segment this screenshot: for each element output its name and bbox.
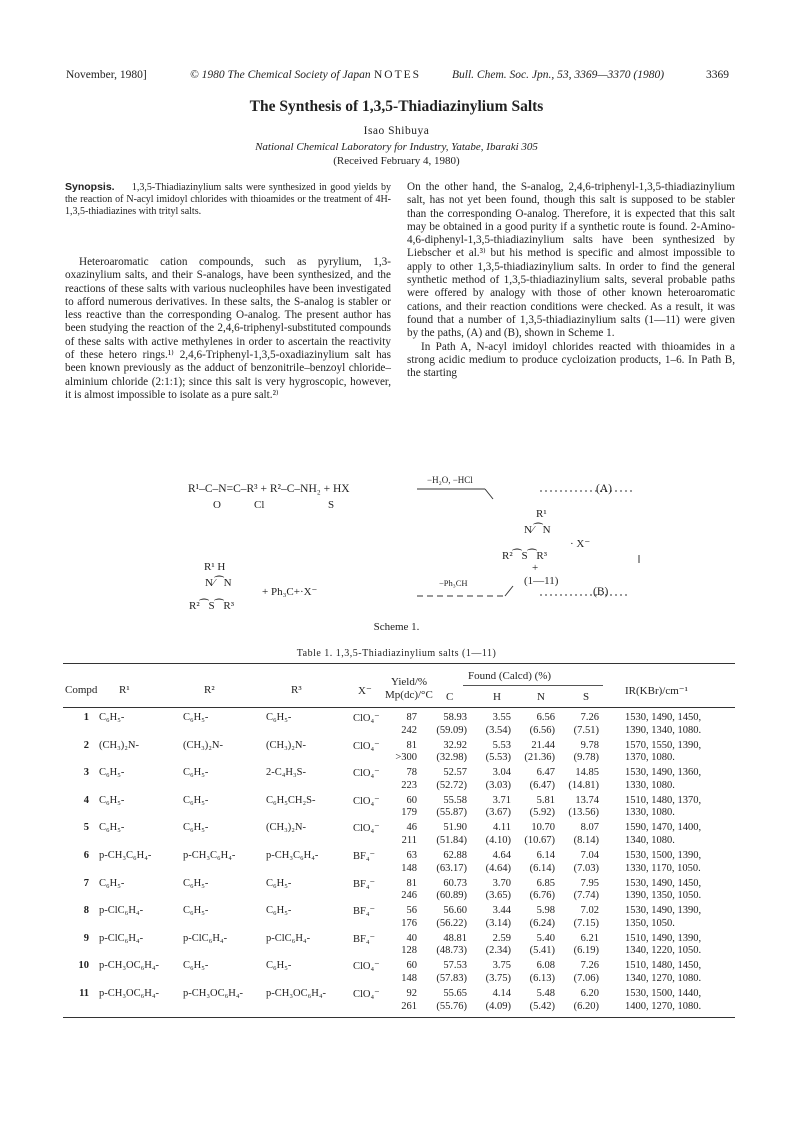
synopsis-text: 1,3,5-Thiadiazinylium salts were synthesized in good yields by the reaction of N-acyl imidoyl chlorides with thioamides or the treatment of 4H-1,3,5-thiadiazines with trityl salts. [65, 182, 391, 218]
scheme-label-b: (B) [593, 586, 609, 598]
cell-c2: (51.84) [436, 834, 467, 846]
cell-x: BF₄⁻ [353, 851, 376, 862]
table-row [63, 740, 735, 768]
product-anion: · X⁻ [570, 538, 591, 550]
cell-r3: (CH₃)₂N- [266, 822, 306, 834]
cell-n2: (21.36) [524, 752, 555, 764]
cell-s1: 6.21 [580, 932, 599, 944]
cell-id: 4 [83, 794, 89, 806]
header-r1: R¹ [119, 684, 130, 696]
cell-s2: (7.06) [573, 972, 599, 984]
cell-c1: 48.81 [443, 932, 467, 944]
table-row [63, 767, 735, 795]
path-b-ring-bottom: R²⁀S⁀R³ [189, 600, 235, 612]
cell-c2: (32.98) [436, 752, 467, 764]
cell-c2: (56.22) [436, 917, 467, 929]
cell-c2: (60.89) [436, 890, 467, 902]
cell-h1: 2.59 [492, 932, 511, 944]
cell-h2: (2.34) [485, 945, 511, 957]
header-mp: Mp(dc)/°C [385, 689, 433, 701]
product-compound-range: (1—11) [524, 575, 559, 587]
cell-r1: p-CH₃C₆H₄- [99, 850, 152, 861]
table-row [63, 960, 735, 988]
cell-r1: p-CH₃OC₆H₄- [99, 960, 159, 972]
header-date: November, 1980] [66, 69, 147, 81]
cell-yield: 63 [406, 850, 417, 861]
cell-n2: (10.67) [524, 834, 555, 846]
scheme-caption: Scheme 1. [373, 621, 420, 633]
header-c: C [446, 691, 454, 703]
cell-mp: 242 [401, 724, 417, 736]
cell-r3: C₆H₅CH₂S- [266, 794, 316, 806]
cell-s2: (13.56) [568, 807, 599, 819]
cell-r1: p-CH₃OC₆H₄- [99, 988, 159, 999]
cell-ir1: 1510, 1480, 1370, [625, 794, 702, 806]
cell-c1: 52.57 [443, 767, 467, 779]
cell-r2: C₆H₅- [183, 905, 209, 917]
table-header [63, 664, 735, 708]
cell-x: BF₄⁻ [353, 933, 376, 945]
cell-s2: (9.78) [573, 752, 599, 764]
cell-n2: (6.56) [529, 724, 555, 736]
cell-ir1: 1570, 1550, 1390, [625, 739, 702, 751]
cell-r2: C₆H₅- [183, 794, 209, 806]
cell-ir2: 1340, 1270, 1080. [625, 972, 702, 984]
table-row [63, 905, 735, 933]
cell-s2: (6.19) [573, 945, 599, 957]
header-copyright: © 1980 The Chemical Society of Japan [190, 69, 371, 81]
product-ring-bottom: R²⁀S⁀R³ [502, 550, 548, 562]
cell-n1: 5.48 [536, 988, 555, 999]
cell-c2: (55.76) [436, 1000, 467, 1012]
product-plus: + [532, 562, 539, 574]
cell-c1: 51.90 [443, 822, 467, 834]
table-caption: Table 1. 1,3,5-Thiadiazinylium salts (1—11) [296, 648, 497, 659]
cell-h2: (3.14) [485, 917, 511, 929]
cell-mp: >300 [395, 752, 417, 764]
cell-s2: (14.81) [568, 779, 599, 791]
path-a-arrow-head [485, 489, 493, 499]
cell-id: 7 [83, 877, 89, 889]
cell-n2: (6.47) [529, 779, 555, 791]
cell-n2: (5.41) [529, 945, 555, 957]
cell-x: ClO₄⁻ [353, 740, 380, 752]
cell-id: 2 [83, 739, 89, 751]
cell-ir1: 1530, 1490, 1390, [625, 905, 702, 917]
cell-x: ClO₄⁻ [353, 795, 380, 807]
cell-r2: p-CH₃OC₆H₄- [183, 988, 243, 999]
header-r3: R³ [291, 684, 302, 696]
cell-ir1: 1530, 1490, 1450, [625, 877, 702, 889]
cell-c2: (48.73) [436, 945, 467, 957]
cell-id: 9 [83, 932, 89, 944]
cell-n1: 5.98 [536, 905, 555, 917]
cell-r3: p-ClC₆H₄- [266, 932, 311, 944]
cell-r1: C₆H₅- [99, 712, 125, 723]
scheme-thioamide-s: S [328, 499, 335, 511]
cell-yield: 60 [406, 960, 417, 972]
cell-r2: C₆H₅- [183, 767, 209, 779]
cell-r3: p-CH₃C₆H₄- [266, 850, 319, 861]
cell-yield: 81 [406, 739, 417, 751]
body-right-paragraph-2: In Path A, N-acyl imidoyl chlorides reacted with thioamides in a strong acidic medium to produce cycloization products, 1–6. In Path B, the starting [407, 340, 735, 380]
cell-r2: C₆H₅- [183, 960, 209, 972]
cell-n1: 6.14 [536, 850, 555, 861]
cell-s1: 9.78 [580, 739, 599, 751]
reaction-scheme [150, 475, 670, 625]
cell-s2: (7.03) [573, 862, 599, 874]
cell-r1: C₆H₅- [99, 877, 125, 889]
cell-ir2: 1390, 1350, 1050. [625, 890, 702, 902]
cell-s2: (7.51) [573, 724, 599, 736]
cell-r3: C₆H₅- [266, 712, 292, 723]
header-journal: Bull. Chem. Soc. Jpn., 53, 3369—3370 (1980) [452, 69, 665, 81]
cell-r2: p-CH₃C₆H₄- [183, 850, 236, 861]
cell-h2: (3.67) [485, 807, 511, 819]
cell-id: 6 [83, 850, 89, 861]
table-row [63, 878, 735, 906]
cell-s2: (6.20) [573, 1000, 599, 1012]
header-ir: IR(KBr)/cm⁻¹ [625, 685, 688, 697]
cell-x: ClO₄⁻ [353, 989, 380, 1000]
cell-r1: C₆H₅- [99, 794, 125, 806]
cell-n1: 6.08 [536, 960, 555, 972]
product-r1: R¹ [536, 508, 547, 520]
cell-id: 8 [83, 905, 89, 917]
cell-r1: p-ClC₆H₄- [99, 905, 144, 917]
cell-r1: C₆H₅- [99, 767, 125, 779]
cell-yield: 81 [406, 877, 417, 889]
cell-h1: 4.14 [492, 988, 511, 999]
cell-h2: (3.03) [485, 779, 511, 791]
cell-yield: 60 [406, 794, 417, 806]
cell-n1: 21.44 [531, 739, 555, 751]
table-body [63, 712, 735, 1014]
scheme-path-a-conditions: −H₂O, −HCl [427, 475, 473, 485]
table-row [63, 822, 735, 850]
cell-r3: p-CH₃OC₆H₄- [266, 988, 326, 999]
cell-mp: 128 [401, 945, 417, 957]
table-bottom-rule [63, 1017, 735, 1018]
cell-yield: 92 [406, 988, 417, 999]
header-n: N [537, 691, 545, 703]
cell-mp: 223 [401, 779, 417, 791]
synopsis [65, 181, 391, 219]
cell-mp: 179 [401, 807, 417, 819]
path-b-arrow-head [505, 586, 513, 596]
cell-mp: 211 [401, 834, 417, 846]
cell-c1: 60.73 [443, 877, 467, 889]
cell-s2: (7.74) [573, 890, 599, 902]
header-found-calcd: Found (Calcd) (%) [468, 670, 552, 682]
cell-r3: 2-C₄H₃S- [266, 767, 306, 779]
cell-n1: 5.81 [536, 794, 555, 806]
cell-n1: 6.85 [536, 877, 555, 889]
cell-yield: 40 [406, 932, 417, 944]
product-ring-top: N⁄⁀N [524, 524, 551, 536]
cell-ir1: 1530, 1490, 1450, [625, 712, 702, 723]
header-yield: Yield/% [391, 676, 428, 688]
body-right-paragraph-1: On the other hand, the S-analog, 2,4,6-triphenyl-1,3,5-thiadiazinylium salt, has not yet been found, though this salt is supposed to be stabler than the corresponding O-analog. Therefore, it is expected that this salt may be obtained in a good purity if a synthetic route is found. 2-Amino-4,6-diphenyl-1,3,5-thiadiazinylium salts have been synthesized by Liebscher et al.³⁾ but his method is specific and almost impossible to apply to other 1,3,5-thiadiazinylium salts. In order to find the general synthetic method of 1,3,5-thiadiazinylium salts, several probable paths were offered by analogy with those of other known heteroaromatic cations, and their reaction conditions were checked. As a result, it was found that a number of 1,3,5-thiadiazinylium salts (1—11) were given by the paths, (A) and (B), shown in Scheme 1. [407, 181, 735, 340]
scheme-path-a-reactants: R¹–C–N=C–R³ + R²–C–NH₂ + HX [188, 483, 350, 495]
table-row [63, 850, 735, 878]
cell-h2: (4.64) [485, 862, 511, 874]
article-received-date: (Received February 4, 1980) [333, 155, 460, 167]
cell-h1: 3.04 [492, 767, 511, 779]
cell-id: 10 [78, 960, 89, 972]
header-r2: R² [204, 684, 215, 696]
cell-ir2: 1330, 1170, 1050. [625, 862, 701, 874]
cell-mp: 148 [401, 862, 417, 874]
cell-s1: 7.02 [580, 905, 599, 917]
cell-ir2: 1330, 1080. [625, 807, 675, 819]
cell-s1: 8.07 [580, 822, 599, 834]
cell-ir2: 1330, 1080. [625, 779, 675, 791]
cell-h2: (4.09) [485, 1000, 511, 1012]
path-b-conditions: −Ph₃CH [439, 578, 468, 588]
cell-c2: (57.83) [436, 972, 467, 984]
cell-h2: (3.65) [485, 890, 511, 902]
cell-ir2: 1370, 1080. [625, 752, 675, 764]
cell-n2: (6.24) [529, 917, 555, 929]
cell-ir1: 1530, 1500, 1440, [625, 988, 702, 999]
path-b-trityl-reagent: + Ph₃C+·X⁻ [262, 586, 318, 598]
cell-x: ClO₄⁻ [353, 961, 380, 973]
article-title: The Synthesis of 1,3,5-Thiadiazinylium Salts [249, 98, 544, 115]
cell-c1: 55.58 [443, 794, 467, 806]
cell-h1: 3.55 [492, 712, 511, 723]
cell-h1: 3.71 [492, 794, 511, 806]
cell-c1: 55.65 [443, 988, 467, 999]
cell-h2: (4.10) [485, 834, 511, 846]
header-page-number: 3369 [706, 69, 729, 81]
cell-h2: (3.75) [485, 972, 511, 984]
synopsis-label: Synopsis. [65, 181, 115, 193]
scheme-carbonyl-o: O [213, 499, 221, 511]
cell-r3: C₆H₅- [266, 960, 292, 972]
cell-n2: (6.76) [529, 890, 555, 902]
header-section: NOTES [374, 69, 422, 81]
cell-x: ClO₄⁻ [353, 823, 380, 835]
cell-s1: 7.95 [580, 877, 599, 889]
cell-r1: p-ClC₆H₄- [99, 932, 144, 944]
cell-r3: (CH₃)₂N- [266, 739, 306, 751]
cell-ir1: 1530, 1500, 1390, [625, 850, 702, 861]
cell-r2: C₆H₅- [183, 712, 209, 723]
cell-c1: 57.53 [443, 960, 467, 972]
article-affiliation: National Chemical Laboratory for Industry, Yatabe, Ibaraki 305 [255, 141, 538, 153]
table-row [63, 795, 735, 823]
table-row [63, 933, 735, 961]
cell-r1: C₆H₅- [99, 822, 125, 834]
cell-x: BF₄⁻ [353, 906, 376, 918]
cell-r1: (CH₃)₂N- [99, 739, 139, 751]
cell-ir2: 1400, 1270, 1080. [625, 1000, 702, 1012]
cell-id: 1 [83, 712, 89, 723]
cell-yield: 78 [406, 767, 417, 779]
cell-s1: 7.04 [580, 850, 599, 861]
cell-s2: (7.15) [573, 917, 599, 929]
cell-s1: 7.26 [580, 712, 599, 723]
cell-c2: (55.87) [436, 807, 467, 819]
cell-x: BF₄⁻ [353, 878, 376, 890]
scheme-label-a: (A) [596, 483, 612, 495]
cell-ir1: 1510, 1490, 1390, [625, 932, 702, 944]
header-anion: X⁻ [358, 685, 372, 697]
cell-h1: 3.44 [492, 905, 511, 917]
path-b-r1-h: R¹ H [204, 561, 226, 573]
cell-c2: (63.17) [436, 862, 467, 874]
header-found-rule [463, 685, 603, 686]
cell-ir1: 1590, 1470, 1400, [625, 822, 702, 834]
cell-c1: 62.88 [443, 850, 467, 861]
cell-r3: C₆H₅- [266, 877, 292, 889]
table-row [63, 988, 735, 1016]
table-row [63, 712, 735, 740]
cell-h1: 3.75 [492, 960, 511, 972]
cell-r2: (CH₃)₂N- [183, 739, 223, 751]
cell-s1: 13.74 [575, 794, 599, 806]
cell-ir2: 1340, 1080. [625, 834, 675, 846]
path-b-ring-top: N⁄⁀N [205, 577, 232, 589]
cell-h1: 3.70 [492, 877, 511, 889]
cell-ir1: 1510, 1480, 1450, [625, 960, 702, 972]
cell-yield: 87 [406, 712, 417, 723]
cell-n2: (6.13) [529, 972, 555, 984]
body-right-column [407, 181, 735, 380]
cell-n1: 6.47 [536, 767, 555, 779]
article-author: Isao Shibuya [363, 125, 430, 137]
cell-r2: C₆H₅- [183, 877, 209, 889]
cell-r3: C₆H₅- [266, 905, 292, 917]
cell-c1: 58.93 [443, 712, 467, 723]
cell-n2: (6.14) [529, 862, 555, 874]
cell-s2: (8.14) [573, 834, 599, 846]
cell-n1: 5.40 [536, 932, 555, 944]
cell-r2: C₆H₅- [183, 822, 209, 834]
cell-n2: (5.42) [529, 1000, 555, 1012]
cell-s1: 14.85 [575, 767, 599, 779]
body-left-paragraph: Heteroaromatic cation compounds, such as pyrylium, 1,3-oxazinylium salts, and their S-analogs, have been synthesized, and the reactions of these salts with various nucleophiles have been investigated to afford numerous derivatives. In these salts, the S-analog is stabler or less reactive than the corresponding O-analog. The present author has been studying the reaction of the 2,4,6-triphenyl-substituted compounds of these salts with active methylenes in order to ascertain the reactivity of these hetero rings.¹⁾ 2,4,6-Triphenyl-1,3,5-oxadiazinylium salt has been known previously as the adduct of benzonitrile–benzoyl chloride–alminium chloride (2:1:1); since this salt is very hygroscopic, however, it is almost impossible to isolate as a pure salt.²⁾ [65, 256, 391, 401]
cell-mp: 176 [401, 917, 417, 929]
cell-h1: 5.53 [492, 739, 511, 751]
cell-yield: 46 [406, 822, 417, 834]
cell-s1: 6.20 [580, 988, 599, 999]
cell-ir1: 1530, 1490, 1360, [625, 767, 702, 779]
cell-n1: 6.56 [536, 712, 555, 723]
cell-h1: 4.64 [492, 850, 511, 861]
scheme-imidoyl-cl: Cl [254, 499, 265, 511]
cell-s1: 7.26 [580, 960, 599, 972]
header-compd: Compd [65, 684, 98, 696]
cell-x: ClO₄⁻ [353, 713, 380, 724]
cell-id: 11 [79, 988, 89, 999]
cell-c1: 32.92 [443, 739, 467, 751]
cell-ir2: 1390, 1340, 1080. [625, 724, 702, 736]
cell-id: 3 [83, 767, 89, 779]
cell-id: 5 [83, 822, 89, 834]
cell-ir2: 1350, 1050. [625, 917, 675, 929]
cell-c2: (52.72) [436, 779, 467, 791]
cell-c2: (59.09) [436, 724, 467, 736]
cell-h2: (3.54) [485, 724, 511, 736]
header-s: S [583, 691, 590, 703]
cell-x: ClO₄⁻ [353, 768, 380, 780]
cell-h1: 4.11 [493, 822, 511, 834]
cell-n2: (5.92) [529, 807, 555, 819]
cell-c1: 56.60 [443, 905, 467, 917]
header-h: H [493, 691, 501, 703]
cell-mp: 148 [401, 972, 417, 984]
cell-n1: 10.70 [531, 822, 555, 834]
cell-h2: (5.53) [485, 752, 511, 764]
cell-r2: p-ClC₆H₄- [183, 932, 228, 944]
cell-yield: 56 [406, 905, 417, 917]
cell-mp: 246 [401, 890, 417, 902]
cell-ir2: 1340, 1220, 1050. [625, 945, 702, 957]
cell-mp: 261 [401, 1000, 417, 1012]
